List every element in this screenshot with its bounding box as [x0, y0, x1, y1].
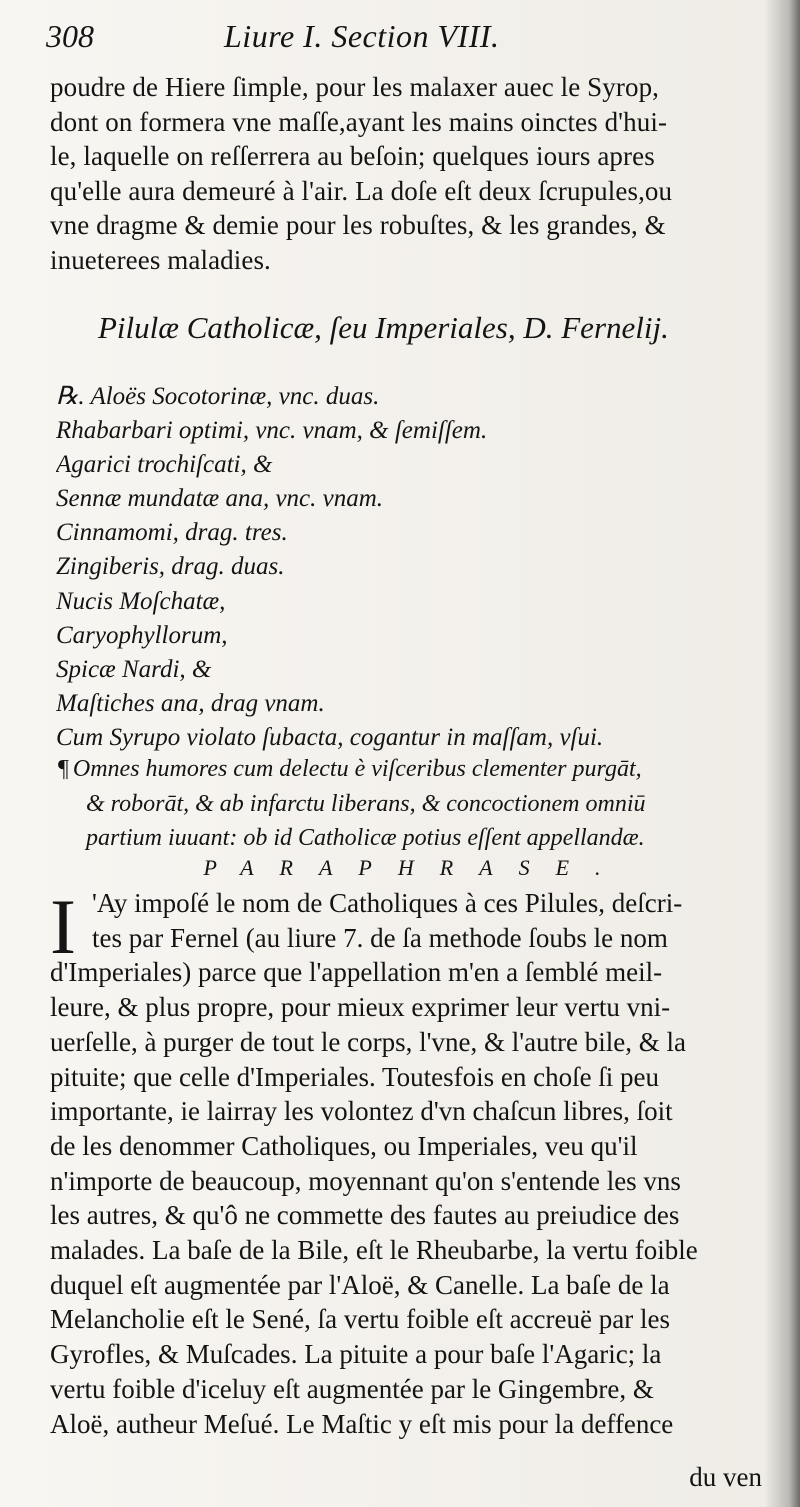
text-line: d'Imperiales) parce que l'appellation m'en a ſemblé meil-: [50, 957, 663, 988]
recipe-line: Zingiberis, drag. duas.: [56, 553, 285, 581]
recipe-line: Agarici trochiſcati, &: [56, 451, 273, 479]
recipe-line: Rhabarbari optimi, vnc. vnam, & ſemiſſem.: [56, 417, 488, 445]
recipe-line: Cinnamomi, drag. tres.: [56, 519, 288, 547]
recipe-title: Pilulæ Catholicæ, ſeu Imperiales, D. Fernelij.: [98, 310, 669, 345]
recipe-list: [56, 380, 766, 755]
text-line: n'importe de beaucoup, moyennant qu'on s'entende les vns: [50, 1165, 681, 1196]
text-line: vertu foible d'iceluy eſt augmentée par le Gingembre, &: [50, 1373, 654, 1404]
recipe-line: ℞. Aloës Socotorinæ, vnc. duas.: [56, 383, 380, 410]
text-line: uerſelle, à purger de tout le corps, l'vne, & l'autre bile, & la: [50, 1026, 687, 1057]
text-line: malades. La baſe de la Bile, eſt le Rheubarbe, la vertu foible: [50, 1235, 698, 1266]
text-line: duquel eſt augmentée par l'Aloë, & Canelle. La baſe de la: [50, 1269, 670, 1300]
catchword: du ven: [689, 1462, 762, 1492]
text-line: vne dragme & demie pour les robuſtes, & les grandes, &: [50, 210, 666, 241]
recipe-line: Cum Syrupo violato ſubacta, cogantur in maſſam, vſui.: [56, 723, 604, 751]
note-line: & roborāt, & ab infarctu liberans, & concoctionem omniū: [86, 790, 646, 817]
text-line: les autres, & qu'ô ne commette des fautes au preiudice des: [50, 1200, 680, 1231]
text-line: poudre de Hiere ſimple, pour les malaxer auec le Syrop,: [50, 72, 660, 102]
recipe-line: Sennæ mundatæ ana, vnc. vnam.: [56, 485, 384, 513]
paraphrase-paragraph: [50, 883, 766, 1441]
recipe-line: Spicæ Nardi, &: [56, 655, 212, 683]
note-line: partium iuuant: ob id Catholicæ potius eſſent appellandæ.: [86, 825, 645, 851]
text-line: inueterees maladies.: [50, 244, 271, 275]
recipe-note: [58, 752, 770, 856]
text-line: 'Ay impoſé le nom de Catholiques à ces Pilules, deſcri-: [92, 888, 683, 918]
recipe-line: Nucis Moſchatæ,: [56, 587, 226, 615]
note-line: [58, 752, 770, 787]
drop-cap: I: [50, 883, 76, 970]
recipe-line: Caryophyllorum,: [56, 621, 228, 649]
text-line: Gyrofles, & Muſcades. La pituite a pour baſe l'Agaric; la: [50, 1339, 662, 1370]
page-header: [46, 18, 766, 62]
note-text: Omnes humores cum delectu è viſceribus clementer purgāt,: [72, 756, 642, 782]
text-line: Aloë, autheur Meſué. Le Maſtic y eſt mis pour la deffence: [50, 1408, 674, 1439]
page-number: 308: [46, 18, 94, 54]
running-head: Liure I. Section VIII.: [224, 18, 500, 54]
text-line: importante, ie lairray les volontez d'vn chaſcun libres, ſoit: [50, 1096, 673, 1127]
text-line: leure, & plus propre, pour mieux exprimer leur vertu vni-: [50, 992, 671, 1023]
text-line: tes par Fernel (au liure 7. de ſa methode ſoubs le nom: [92, 922, 668, 953]
text-line: de les denommer Catholiques, ou Imperiales, veu qu'il: [50, 1130, 638, 1161]
opening-paragraph: [50, 70, 762, 278]
paraphrase-heading: PARAPHRASE.: [203, 855, 627, 880]
text-line: dont on formera vne maſſe,ayant les mains oinctes d'hui-: [50, 106, 668, 137]
recipe-line: Maſtiches ana, drag vnam.: [56, 689, 325, 717]
text-line: qu'elle aura demeuré à l'air. La doſe eſt deux ſcrupules,ou: [50, 175, 673, 206]
text-line: le, laquelle on reſſerrera au beſoin; quelques iours apres: [50, 141, 655, 172]
pilcrow-mark: ¶: [58, 756, 69, 782]
text-line: pituite; que celle d'Imperiales. Toutesfois en choſe ſi peu: [50, 1061, 660, 1092]
text-line: Melancholie eſt le Sené, ſa vertu foible eſt accreuë par les: [50, 1304, 670, 1335]
